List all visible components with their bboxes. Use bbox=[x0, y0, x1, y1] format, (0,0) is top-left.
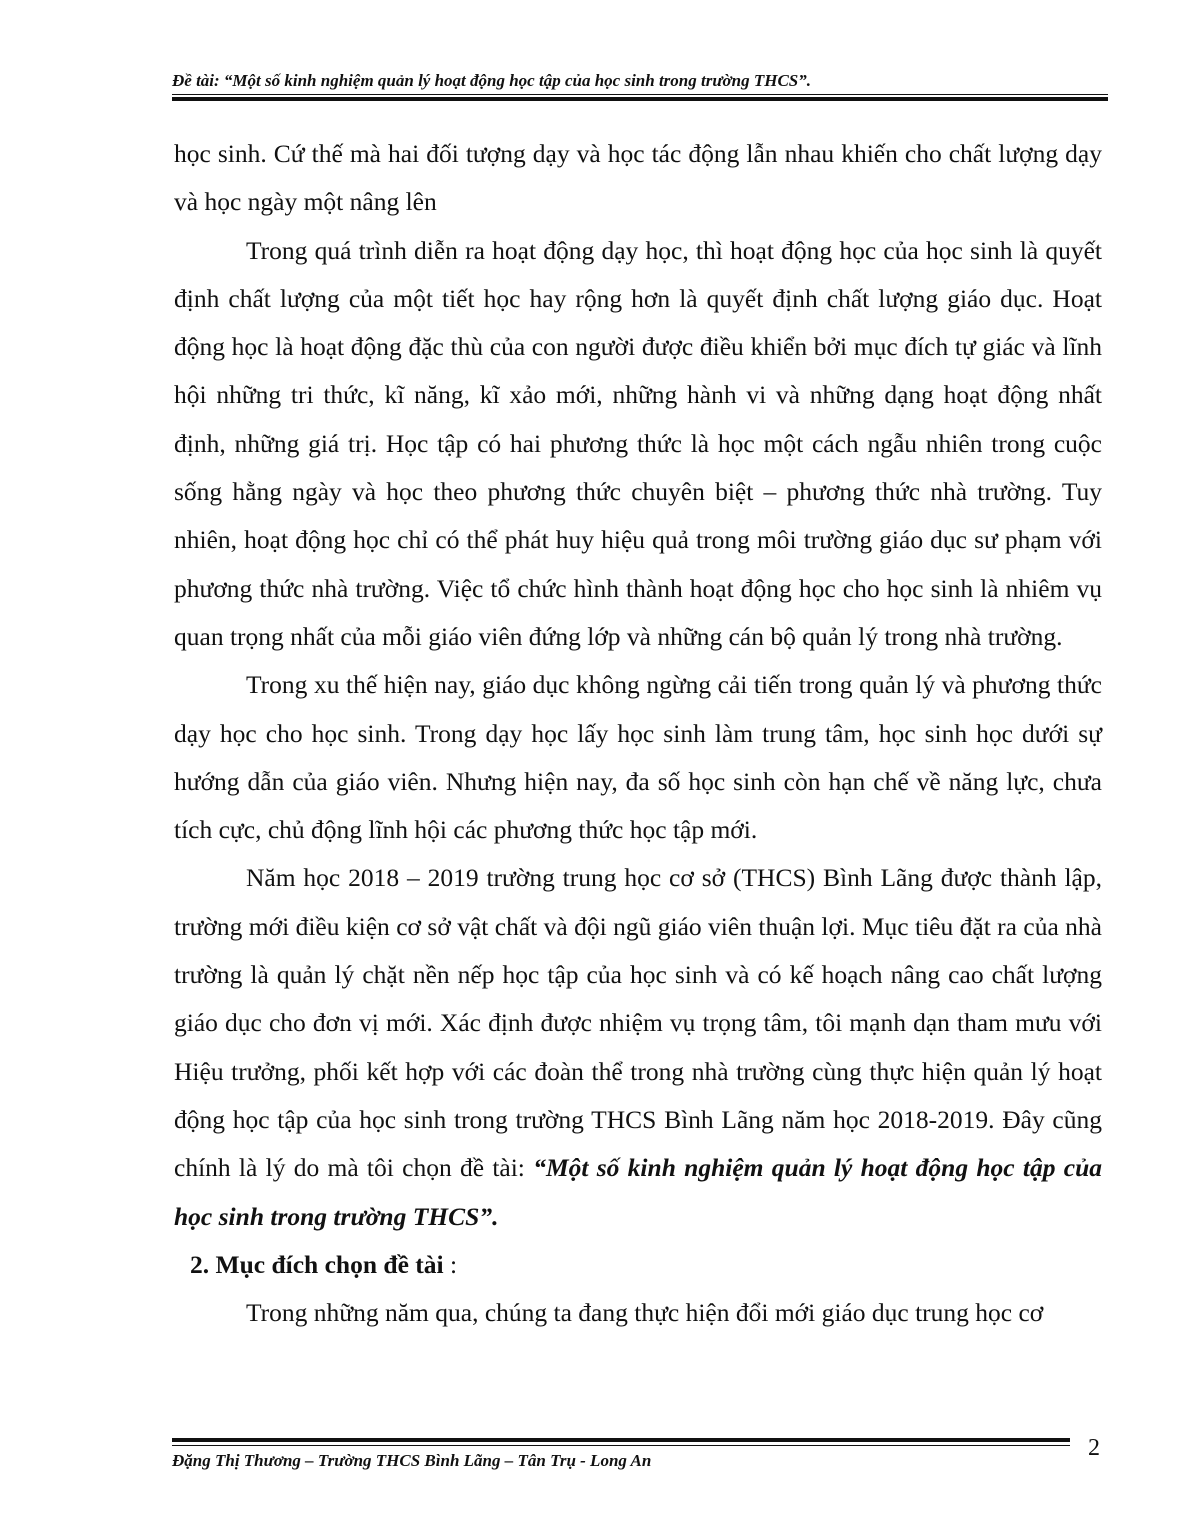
section-heading-colon: : bbox=[443, 1249, 458, 1279]
header-divider-thin bbox=[172, 94, 1108, 95]
paragraph-4-text: Năm học 2018 – 2019 trường trung học cơ sở (THCS) Bình Lãng được thành lập, trường mới điều kiện cơ sở vật chất và đội ngũ giáo viên thuận lợi. Mục tiêu đặt ra của nhà trường là quản lý chặt nền nếp học tập của học sinh và có kế hoạch nâng cao chất lượng giáo dục cho đơn vị mới. Xác định được nhiệm vụ trọng tâm, tôi mạnh dạn tham mưu với Hiệu trưởng, phối kết hợp với các đoàn thể trong nhà trường cùng thực hiện quản lý hoạt động học tập của học sinh trong trường THCS Bình Lãng năm học 2018-2019. Đây cũng chính là lý do mà tôi chọn đề tài: bbox=[174, 863, 1102, 1183]
topic-title-emphasis: “Một số kinh nghiệm quản lý hoạt động học tập của học sinh trong trường THCS”. bbox=[174, 1153, 1102, 1231]
page-footer: Đặng Thị Thương – Trường THCS Bình Lãng – Tân Trụ - Long An bbox=[172, 1451, 652, 1470]
section-heading-title: 2. Mục đích chọn đề tài bbox=[190, 1249, 444, 1279]
paragraph-5: Trong những năm qua, chúng ta đang thực hiện đổi mới giáo dục trung học cơ bbox=[246, 1298, 1044, 1328]
document-body bbox=[174, 130, 1102, 1337]
page-header: Đề tài: “Một số kinh nghiệm quản lý hoạt động học tập của học sinh trong trường THCS”. bbox=[172, 71, 811, 90]
page-number: 2 bbox=[1088, 1435, 1100, 1461]
paragraph-2: Trong quá trình diễn ra hoạt động dạy học, thì hoạt động học của học sinh là quyết định chất lượng của một tiết học hay rộng hơn là quyết định chất lượng giáo dục. Hoạt động học là hoạt động đặc thù của con người được điều khiển bởi mục đích tự giác và lĩnh hội những tri thức, kĩ năng, kĩ xảo mới, những hành vi và những dạng hoạt động nhất định, những giá trị. Học tập có hai phương thức là học một cách ngẫu nhiên trong cuộc sống hằng ngày và học theo phương thức chuyên biệt – phương thức nhà trường. Tuy nhiên, hoạt động học chỉ có thể phát huy hiệu quả trong môi trường giáo dục sư phạm với phương thức nhà trường. Việc tổ chức hình thành hoạt động học cho học sinh là nhiêm vụ quan trọng nhất của mỗi giáo viên đứng lớp và những cán bộ quản lý trong nhà trường. bbox=[174, 235, 1102, 651]
section-heading bbox=[174, 1241, 1102, 1289]
footer-divider-thin bbox=[172, 1445, 1070, 1446]
paragraph-1: học sinh. Cứ thế mà hai đối tượng dạy và học tác động lẫn nhau khiến cho chất lượng dạy và học ngày một nâng lên bbox=[174, 139, 1102, 217]
footer-divider-thick bbox=[172, 1438, 1070, 1442]
header-divider-thick bbox=[172, 97, 1108, 101]
paragraph-3: Trong xu thế hiện nay, giáo dục không ngừng cải tiến trong quản lý và phương thức dạy học cho học sinh. Trong dạy học lấy học sinh làm trung tâm, học sinh học dưới sự hướng dẫn của giáo viên. Nhưng hiện nay, đa số học sinh còn hạn chế về năng lực, chưa tích cực, chủ động lĩnh hội các phương thức học tập mới. bbox=[174, 670, 1102, 845]
paragraph-4 bbox=[174, 854, 1102, 1240]
